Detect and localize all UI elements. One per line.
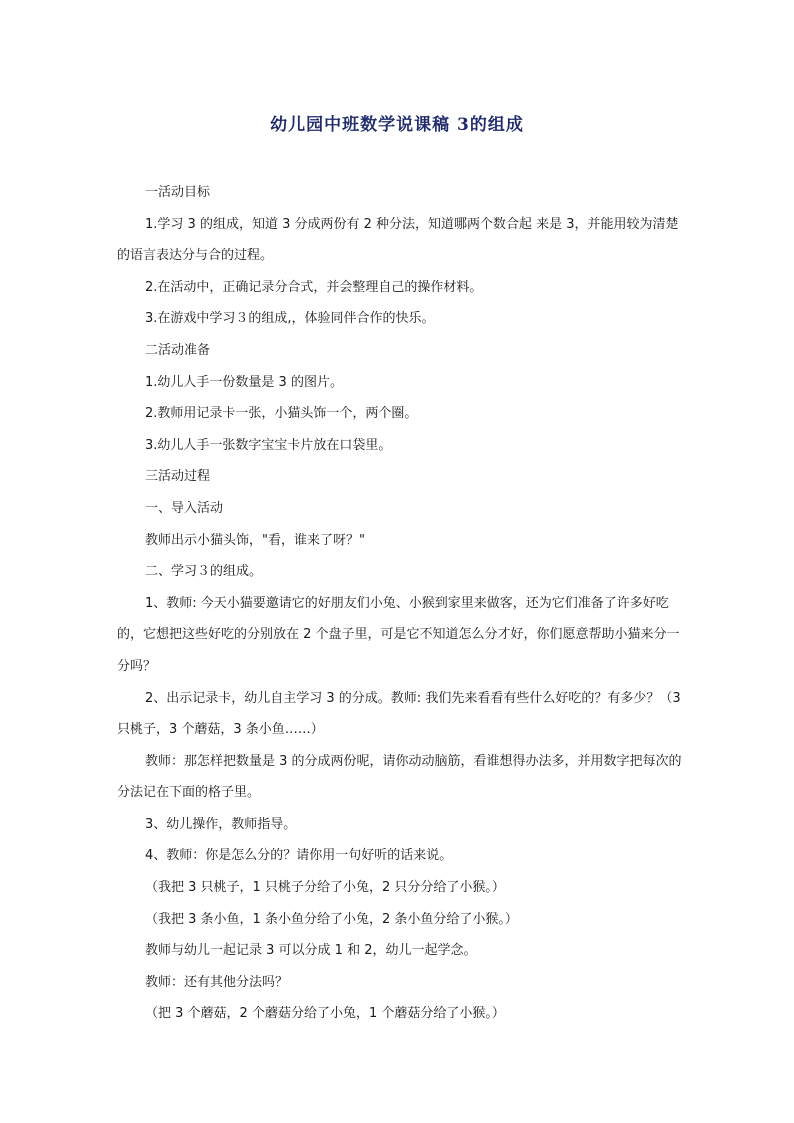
process-step-intro-heading: 一、导入活动 bbox=[145, 500, 224, 516]
process-paragraph: （我把 3 条小鱼，1 条小鱼分给了小兔，2 条小鱼分给了小猴。） bbox=[145, 911, 518, 927]
process-paragraph: 教师与幼儿一起记录 3 可以分成 1 和 2，幼儿一起学念。 bbox=[145, 943, 477, 959]
section-heading-process: 三活动过程 bbox=[145, 469, 211, 485]
process-paragraph: （把 3 个蘑菇，2 个蘑菇分给了小兔，1 个蘑菇分给了小猴。） bbox=[145, 1006, 505, 1022]
section-heading-preparation: 二活动准备 bbox=[145, 342, 211, 358]
goal-item-2: 2.在活动中，正确记录分合式，并会整理自己的操作材料。 bbox=[145, 279, 483, 295]
preparation-item-1: 1.幼儿人手一份数量是 3 的图片。 bbox=[145, 374, 343, 390]
process-paragraph: （我把 3 只桃子，1 只桃子分给了小兔，2 只分分给了小猴。） bbox=[145, 880, 505, 896]
process-paragraph: 4、教师：你是怎么分的？请你用一句好听的话来说。 bbox=[145, 848, 453, 864]
goal-item-3: 3.在游戏中学习３的组成,，体验同伴合作的快乐。 bbox=[145, 311, 435, 327]
process-paragraph: 教师出示小猫头饰，"看，谁来了呀？" bbox=[145, 532, 365, 548]
process-paragraph: 1、教师: 今天小猫要邀请它的好朋友们小兔、小猴到家里来做客，还为它们准备了许多好吃的，它想把这些好吃的分别放在 2 个盘子里，可是它不知道怎么分才好，你们愿意帮助小猫来分一分吗？ bbox=[117, 595, 680, 674]
preparation-item-2: 2.教师用记录卡一张，小猫头饰一个，两个圈。 bbox=[145, 406, 418, 422]
section-heading-goals: 一活动目标 bbox=[145, 185, 211, 200]
document-title: 幼儿园中班数学说课稿 3的组成 bbox=[270, 115, 524, 135]
process-paragraph: 3、幼儿操作，教师指导。 bbox=[145, 816, 297, 832]
goal-item-1: 1.学习 3 的组成，知道 3 分成两份有 2 种分法，知道哪两个数合起 来是 3，并能用较为清楚的语言表达分与合的过程。 bbox=[117, 216, 679, 264]
process-paragraph: 教师：还有其他分法吗？ bbox=[145, 974, 289, 990]
process-paragraph: 教师：那怎样把数量是 3 的分成两份呢，请你动动脑筋，看谁想得办法多，并用数字把每次的分法记在下面的格子里。 bbox=[117, 753, 682, 801]
process-step-learn-heading: 二、学习３的组成。 bbox=[145, 564, 263, 580]
process-paragraph: 2、出示记录卡，幼儿自主学习 3 的分成。教师: 我们先来看看有些什么好吃的？有多少？（3 只桃子，3 个蘑菇，3 条小鱼……） bbox=[117, 690, 681, 738]
preparation-item-3: 3.幼儿人手一张数字宝宝卡片放在口袋里。 bbox=[145, 437, 392, 453]
document-body bbox=[117, 177, 682, 1030]
